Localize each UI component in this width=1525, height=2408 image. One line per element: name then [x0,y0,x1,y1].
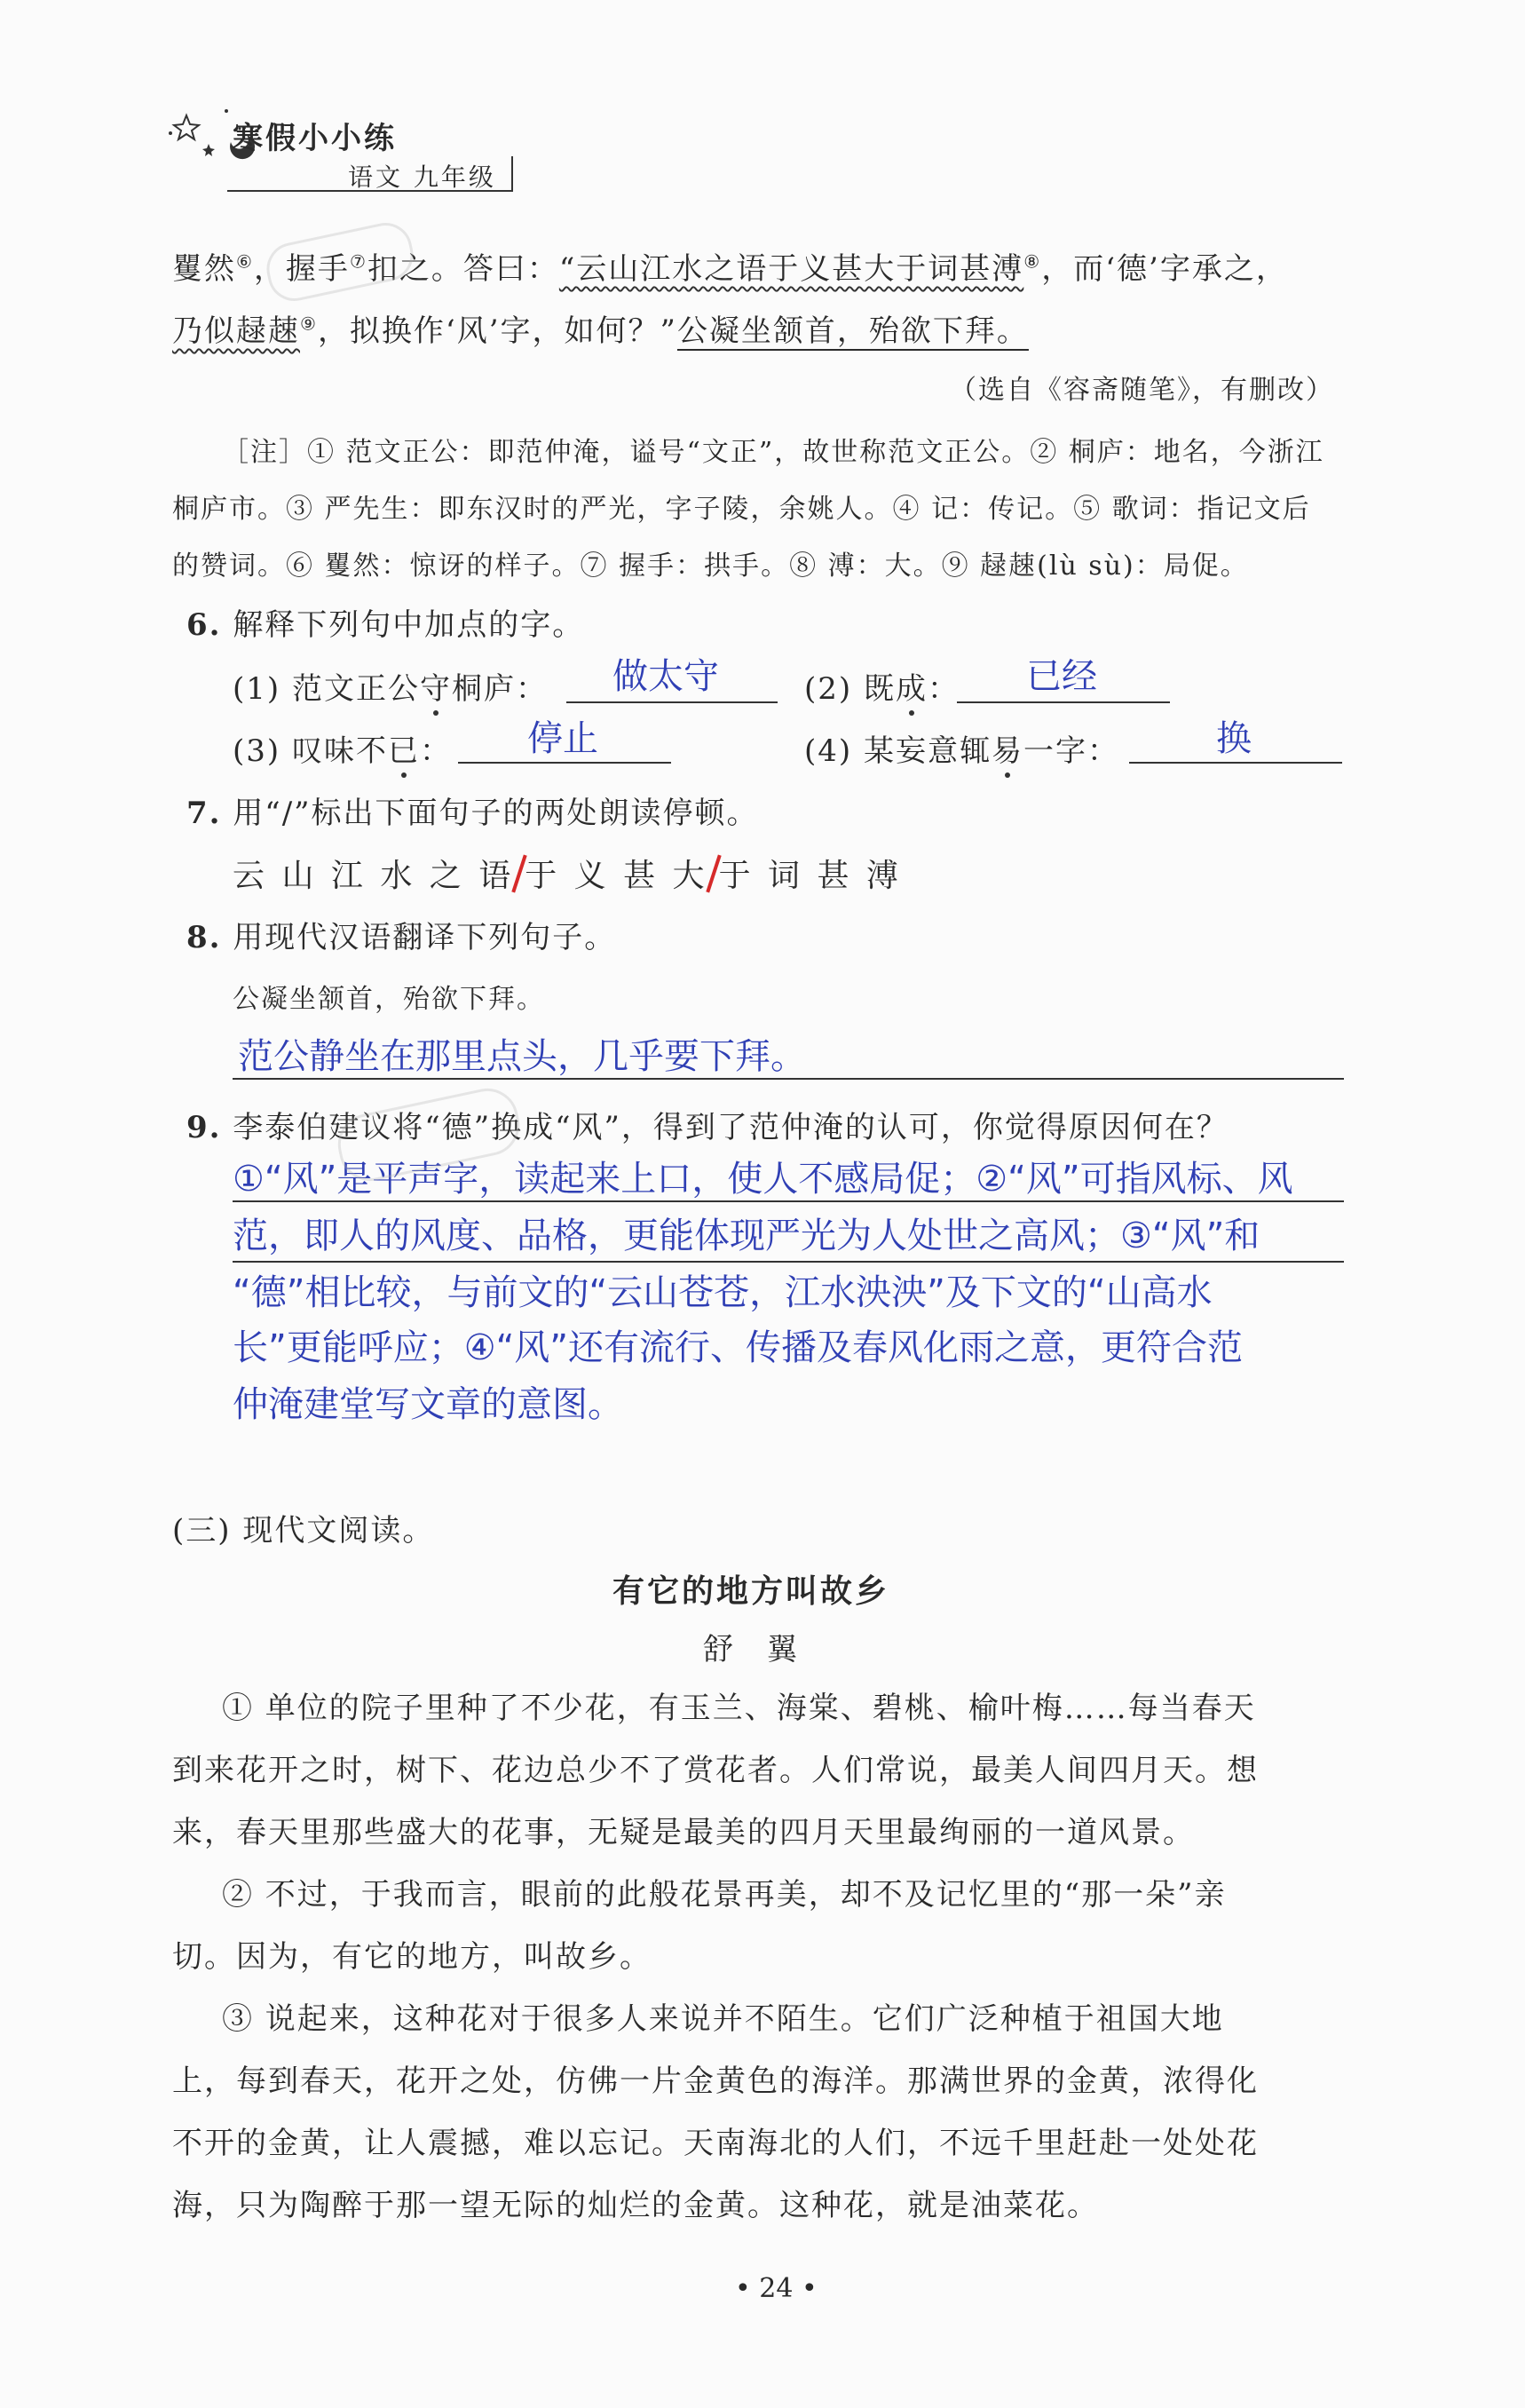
q8-sentence: 公凝坐颔首，殆欲下拜。 [233,984,545,1015]
note-line-3: 的赞词。⑥ 矍然：惊讶的样子。⑦ 握手：拱手。⑧ 溥：大。⑨ 趢趚(lù sù)：局促。 [172,551,1249,582]
article-title: 有它的地方叫故乡 [612,1573,890,1610]
question-9-stem: 9. 李泰伯建议将“德”换成“风”，得到了范仲淹的认可，你觉得原因何在？ [186,1110,1229,1145]
article-paragraph-1-line-1: ① 单位的院子里种了不少花，有玉兰、海棠、碧桃、榆叶梅……每当春天 [222,1691,1256,1726]
header-divider [227,190,511,192]
header-divider-vertical [511,156,513,192]
article-paragraph-3-line-4: 海，只为陶醉于那一望无际的灿烂的金黄。这种花，就是油菜花。 [172,2188,1099,2223]
q6-answer-line-1[interactable] [566,701,778,703]
q8-answer-line[interactable] [233,1078,1344,1080]
q9-answer-line-4: 长”更能呼应；④“风”还有流行、传播及春风化雨之意，更符合范 [233,1327,1244,1368]
article-paragraph-2-line-1: ② 不过，于我而言，眼前的此般花景再美，却不及记忆里的“那一朵”亲 [222,1877,1227,1913]
q6-item-3: (3) 叹味不已： [233,733,452,769]
q8-answer: 范公静坐在那里点头，几乎要下拜。 [238,1036,806,1077]
note-line-1: ［注］① 范文正公：即范仲淹，谥号“文正”，故世称范文正公。② 桐庐：地名，今浙江 [222,437,1324,468]
q7-sentence: 云 山 江 水 之 语 于 义 甚 大 于 词 甚 溥 [233,851,902,896]
page-number: • 24 • [735,2273,818,2304]
article-paragraph-1-line-3: 来，春天里那些盛大的花事，无疑是最美的四月天里最绚丽的一道风景。 [172,1815,1195,1850]
q9-answer-line-2: 范，即人的风度、品格，更能体现严光为人处世之高风；③“风”和 [233,1216,1260,1256]
section-3-heading: (三) 现代文阅读。 [172,1513,435,1549]
passage-line-2: 乃似趢趚⑨，拟换作‘风’字，如何？”公凝坐颔首，殆欲下拜。 [172,313,1029,349]
header-brand: 寒假小小练 [233,121,397,156]
q6-answer-4: 换 [1216,718,1252,759]
q6-item-2: (2) 既成： [804,671,960,707]
q9-answer-line-3: “德”相比较，与前文的“云山苍苍，江水泱泱”及下文的“山高水 [233,1272,1213,1313]
passage-line-1: 矍然⑥，握手⑦扣之。答曰：“云山江水之语于义甚大于词甚溥⑧，而‘德’字承之， [172,250,1288,287]
passage-source: （选自《容斋随笔》，有删改） [950,375,1334,406]
q6-item-4: (4) 某妄意辄易一字： [804,733,1119,769]
article-paragraph-3-line-3: 不开的金黄，让人震撼，难以忘记。天南海北的人们，不远千里赶赴一处处花 [172,2126,1259,2161]
article-paragraph-1-line-2: 到来花开之时，树下、花边总少不了赏花者。人们常说，最美人间四月天。想 [172,1753,1259,1788]
q6-answer-line-2[interactable] [957,701,1170,703]
q6-item-1: (1) 范文正公守桐庐： [233,671,548,707]
article-paragraph-2-line-2: 切。因为，有它的地方，叫故乡。 [172,1939,652,1975]
q6-answer-line-3[interactable] [458,762,671,764]
q9-answer-line-1: ①“风”是平声字，读起来上口，使人不感局促；②“风”可指风标、风 [233,1159,1293,1200]
q9-answer-line-5: 仲淹建堂写文章的意图。 [233,1384,623,1425]
header-subject: 语文 九年级 [348,162,496,192]
q6-answer-1: 做太守 [612,656,719,697]
question-7-stem: 7. 用“/”标出下面句子的两处朗读停顿。 [186,796,759,831]
question-6-stem: 6. 解释下列句中加点的字。 [186,607,585,643]
q9-rule-1[interactable] [233,1200,1344,1202]
q6-answer-3: 停止 [527,718,598,759]
note-line-2: 桐庐市。③ 严先生：即东汉时的严光，字子陵，余姚人。④ 记：传记。⑤ 歌词：指记文后 [172,494,1311,525]
question-8-stem: 8. 用现代汉语翻译下列句子。 [186,920,617,955]
watermark-mark-1 [262,218,418,305]
article-paragraph-3-line-2: 上，每到春天，花开之处，仿佛一片金黄色的海洋。那满世界的金黄，浓得化 [172,2063,1259,2099]
article-author: 舒 翼 [703,1632,799,1667]
q6-answer-2: 已经 [1026,656,1097,697]
q6-answer-line-4[interactable] [1129,762,1342,764]
article-paragraph-3-line-1: ③ 说起来，这种花对于很多人来说并不陌生。它们广泛种植于祖国大地 [222,2001,1224,2037]
q9-rule-2[interactable] [233,1261,1344,1263]
